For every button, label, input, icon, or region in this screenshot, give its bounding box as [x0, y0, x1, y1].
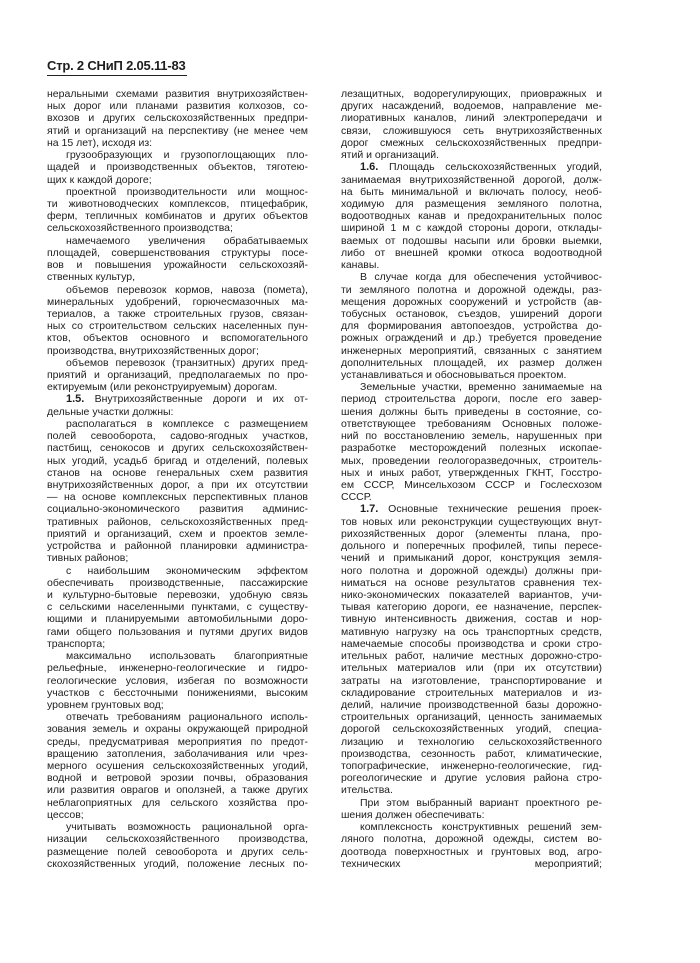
paragraph	[47, 565, 308, 651]
paragraph	[341, 88, 602, 161]
text-line: геологические условия, избегая по возможности	[47, 674, 308, 687]
text-line: ятий и организаций.	[341, 149, 440, 162]
text-line: СССР.	[341, 491, 372, 504]
paragraph	[47, 650, 308, 711]
text-line: зования земель и охраны окружающей природной	[47, 723, 308, 736]
text-line: отвечать требованиям рационального исполь-	[66, 711, 308, 724]
text-line: мативную нагрузку на ось транспортных средств,	[341, 625, 602, 638]
text-line: намечаемые способы производства и сроки стро-	[341, 637, 602, 650]
clause-number: 1.6.	[360, 161, 379, 174]
paragraph	[47, 235, 308, 284]
text-line: ний по восстановлению земель, нарушенных при	[341, 430, 602, 443]
paragraph	[47, 284, 308, 357]
text-line: рельефные, инженерно-геологические и гидро-	[47, 662, 308, 675]
text-line: — на основе комплексных перспективных планов	[47, 491, 308, 504]
text-line: ти животноводческих комплексов, птицефабрик,	[47, 197, 308, 210]
text-line: объемов перевозок кормов, навоза (помета),	[66, 283, 308, 296]
text-line: приятий и организаций, предполагаемых по про-	[47, 369, 308, 382]
text-line: чений и примыканий дорог, конструкция земля-	[341, 552, 602, 565]
text-line: инженерных мероприятий, связанных с занятием	[341, 344, 602, 357]
text-line: гами общего пользования и путями других видов	[47, 625, 308, 638]
text-line: териалов, а также строительных грузов, связан-	[47, 307, 308, 320]
text-line	[341, 503, 602, 515]
text-line: шения должен обеспечивать:	[341, 808, 485, 821]
paragraph	[47, 149, 308, 186]
text-line: дольного и поперечных профилей, типы пересе-	[341, 540, 602, 553]
text-line: ительных работ, наличие местных дорожно-стро-	[341, 650, 602, 663]
text-line: устройства и районной планировки администра-	[47, 540, 308, 553]
text-line: лезащитных, водорегулирующих, приовражных и	[341, 88, 602, 100]
clause-paragraph	[47, 393, 308, 417]
text-line: мых, проведении геологоразведочных, строитель-	[341, 454, 602, 467]
clause-number: 1.7.	[360, 503, 379, 516]
text-line: ятий и организаций на перспективу (не менее чем	[47, 124, 308, 137]
text-line: ных со строительством сельских населенных пун-	[47, 320, 308, 333]
paragraph	[47, 711, 308, 821]
text-line: складирование строительных материалов и из-	[341, 686, 602, 699]
text-line: либо от внешней кромки откоса водоотводной	[341, 246, 602, 259]
text-line: рожных ограждений и др.) требуется проведение	[341, 332, 602, 345]
text-line: рогеологические и другие условия района стро-	[341, 772, 602, 785]
text-line: комплексность конструктивных решений зем-	[360, 821, 602, 834]
text-line: строительных организаций, ценность занимаемых	[341, 711, 602, 724]
text-line: социально-экономического развития админис-	[47, 503, 308, 516]
text-line: дополнительных площадей, их размер должен	[341, 356, 602, 369]
text-line	[47, 393, 308, 405]
text-line: период строительства дороги, после его завер-	[341, 393, 602, 406]
text-line: вхозов и других сельскохозяйственных предпри-	[47, 112, 308, 125]
text-line: шириной 1 м с каждой стороны дороги, отклады-	[341, 222, 602, 235]
text-line: занимаемая внутрихозяйственной дорогой, долж-	[341, 173, 602, 186]
text-line: дельные участки должны:	[47, 405, 174, 418]
paragraph	[341, 381, 602, 503]
text-line: неблагоприятных для сельского хозяйства про-	[47, 796, 308, 809]
line-text: Основные технические решения проек-	[388, 503, 602, 516]
text-line: грузообразующих и грузопоглощающих пло-	[66, 149, 308, 162]
text-line: Земельные участки, временно занимаемые на	[360, 381, 602, 394]
text-line: располагаться в комплексе с размещением	[66, 417, 308, 430]
text-line: станов на основе генеральных схем развития	[47, 466, 308, 479]
text-line: тивных районов;	[47, 552, 129, 565]
text-line: и культурно-бытовые перевозки, удобную связь	[47, 588, 308, 601]
text-line: скохозяйственных угодий, положение лесных по-	[47, 857, 308, 870]
text-line: для формирования автопоездов, устройства до-	[341, 320, 602, 333]
text-line: связи, сложившуюся сеть внутрихозяйственных	[341, 124, 602, 137]
text-line: нико-экономических показателей вариантов, учи-	[341, 588, 602, 601]
text-line: тративных районов, сельскохозяйственных пред-	[47, 515, 308, 528]
text-line: производства, внутрихозяйственных дорог;	[47, 344, 259, 357]
text-line: других насаждений, водоемов, направление ме-	[341, 100, 602, 113]
text-line: ительства.	[341, 784, 393, 797]
text-line: лизацию и технологию сельскохозяйственного	[341, 735, 602, 748]
text-line: ектируемым (или реконструируемым) дорогам.	[47, 381, 278, 394]
text-line: внутрихозяйственных дорог, а при их отсутствии	[47, 479, 308, 491]
text-line: сельскохозяйственного производства;	[47, 222, 233, 235]
text-line: на 15 лет), исходя из:	[47, 136, 153, 149]
text-line: ходимую для размещения земляного полотна,	[341, 197, 602, 210]
text-line: мерного осушения сельскохозяйственных угодий,	[47, 760, 308, 773]
paragraph	[47, 186, 308, 235]
line-text: Внутрихозяйственные дороги и их от-	[94, 393, 308, 406]
text-line: объемов перевозок (транзитных) других пред-	[66, 356, 308, 369]
text-line: тивную интенсивность движения, состав и нор-	[341, 613, 602, 626]
clause-paragraph	[341, 161, 602, 271]
text-line: ктов, объектов основного и вспомогательного	[47, 332, 308, 345]
paragraph	[47, 418, 308, 565]
text-line: с сельскими населенными пунктами, с существу-	[47, 601, 308, 614]
text-line: дорог смежных сельскохозяйственных предпри-	[341, 136, 602, 149]
text-line: тывая категорию дороги, ее назначение, перспек-	[341, 601, 602, 614]
text-line: рихозяйственных дорог (элементы плана, про-	[341, 527, 602, 540]
text-line: вращению затопления, заболачивания или чрез-	[47, 747, 308, 760]
text-line: размещение полей севооборота и других сель-	[47, 845, 308, 858]
text-line: ных угодий, усадьб бригад и отделений, полевых	[47, 454, 308, 467]
left-column	[47, 88, 308, 870]
clause-number: 1.5.	[66, 393, 85, 406]
text-line: ственных культур,	[47, 271, 135, 284]
text-line	[341, 161, 602, 173]
text-line: канавы.	[341, 259, 380, 272]
text-line: низации сельскохозяйственного производства,	[47, 833, 308, 846]
paragraph	[47, 88, 308, 149]
text-line: дорогой сельскохозяйственных угодий, специа-	[341, 723, 602, 736]
paragraph	[341, 797, 602, 821]
text-line: щадей и производственных объектов, тяготею-	[47, 161, 308, 174]
text-line: ваемых от подошвы насыпи или бровки выемки,	[341, 234, 602, 247]
text-line: вов и повышения урожайности сельскохозяй-	[47, 259, 308, 272]
text-line: разработке месторождений полезных ископае-	[341, 442, 602, 455]
text-line: При этом выбранный вариант проектного ре-	[360, 796, 602, 809]
text-line: транспорта;	[47, 637, 106, 650]
text-line: обеспечивать производственные, пассажирские	[47, 576, 308, 589]
text-line: ем СССР, Минсельхозом СССР и Гослесхозом	[341, 479, 602, 491]
text-line: устанавливаться и обосновываться проектом.	[341, 369, 567, 382]
text-line: производства, сезонность работ, климатические,	[341, 747, 602, 760]
text-line: ниматься на основе результатов сравнения тех-	[341, 576, 602, 589]
text-line: ющими и планируемыми автомобильными доро-	[47, 613, 308, 626]
right-column	[341, 88, 602, 870]
text-line: доотвода поверхностных и грунтовых вод, агро-	[341, 845, 602, 858]
text-line: ных и иных работ, утвержденных ГКНТ, Госстро-	[341, 466, 602, 479]
text-line: пастбищ, сенокосов и других сельскохозяйствен-	[47, 442, 308, 455]
text-line: приятий и организаций, схем и проектов земле-	[47, 527, 308, 540]
paragraph	[47, 357, 308, 394]
text-line: В случае когда для обеспечения устойчивос-	[360, 271, 602, 284]
text-line: делий, наличие производственной базы дорожно-	[341, 698, 602, 711]
text-line: ного полотна и дорожной одежды) должны при-	[341, 564, 602, 577]
text-line: щих к каждой дороге;	[47, 173, 152, 186]
text-line: технических мероприятий;	[341, 857, 602, 870]
text-line: уровнем грунтовых вод;	[47, 698, 164, 711]
paragraph	[47, 821, 308, 870]
text-line: мещения дорожных сооружений и устройств (ав-	[341, 295, 602, 308]
paragraph	[341, 821, 602, 870]
text-line: ферм, тепличных комбинатов и других объектов	[47, 210, 308, 223]
text-line: среды, предусматривая мероприятия по предот-	[47, 735, 308, 748]
text-line: с наибольшим экономическим эффектом	[66, 564, 308, 577]
text-line: тов новых или реконструкции существующих внут-	[341, 515, 602, 528]
text-line: ответствующее требованиям Основных положе-	[341, 417, 602, 430]
text-line: или развития оврагов и оползней, а также других	[47, 784, 308, 797]
text-line: водоотводных канав и предохранительных полос	[341, 210, 602, 223]
text-line: ных дорог или планами развития колхозов, со-	[47, 100, 308, 113]
text-line: полей севооборота, садово-ягодных участков,	[47, 430, 308, 443]
page-header: Стр. 2 СНиП 2.05.11-83	[47, 58, 187, 76]
text-line: площадей, совершенствования структуры посе-	[47, 246, 308, 259]
line-text: Площадь сельскохозяйственных угодий,	[388, 161, 602, 174]
text-line: тобусных остановок, съездов, уширений дороги	[341, 307, 602, 320]
text-line: участков с бессточными понижениями, высоким	[47, 686, 308, 699]
text-line: водной и ветровой эрозии почвы, образования	[47, 772, 308, 785]
text-line: ительных материалов или (при их отсутствии)	[341, 662, 602, 675]
paragraph	[341, 271, 602, 381]
text-line: минеральных удобрений, горючесмазочных ма-	[47, 295, 308, 308]
text-line: ляного полотна, дорожной одежды, систем во-	[341, 833, 602, 846]
text-line: шения должны быть приведены в состояние, со-	[341, 405, 602, 418]
text-line: неральными схемами развития внутрихозяйствен-	[47, 88, 308, 100]
text-line: на быть минимальной и включать полосу, необ-	[341, 185, 602, 198]
clause-paragraph	[341, 503, 602, 796]
text-line: цессов;	[47, 808, 84, 821]
text-line: затраты на изготовление, транспортирование и	[341, 674, 602, 687]
text-line: ти земляного полотна и дорожной одежды, раз-	[341, 283, 602, 296]
text-line: лиоративных каналов, линий электропередачи и	[341, 112, 602, 125]
text-line: учитывать возможность рациональной орга-	[66, 821, 308, 834]
text-line: топографические, инженерно-геологические, гид-	[341, 760, 602, 773]
text-line: максимально использовать благоприятные	[66, 650, 308, 663]
text-line: проектной производительности или мощнос-	[66, 185, 308, 198]
text-line: намечаемого увеличения обрабатываемых	[66, 234, 308, 247]
